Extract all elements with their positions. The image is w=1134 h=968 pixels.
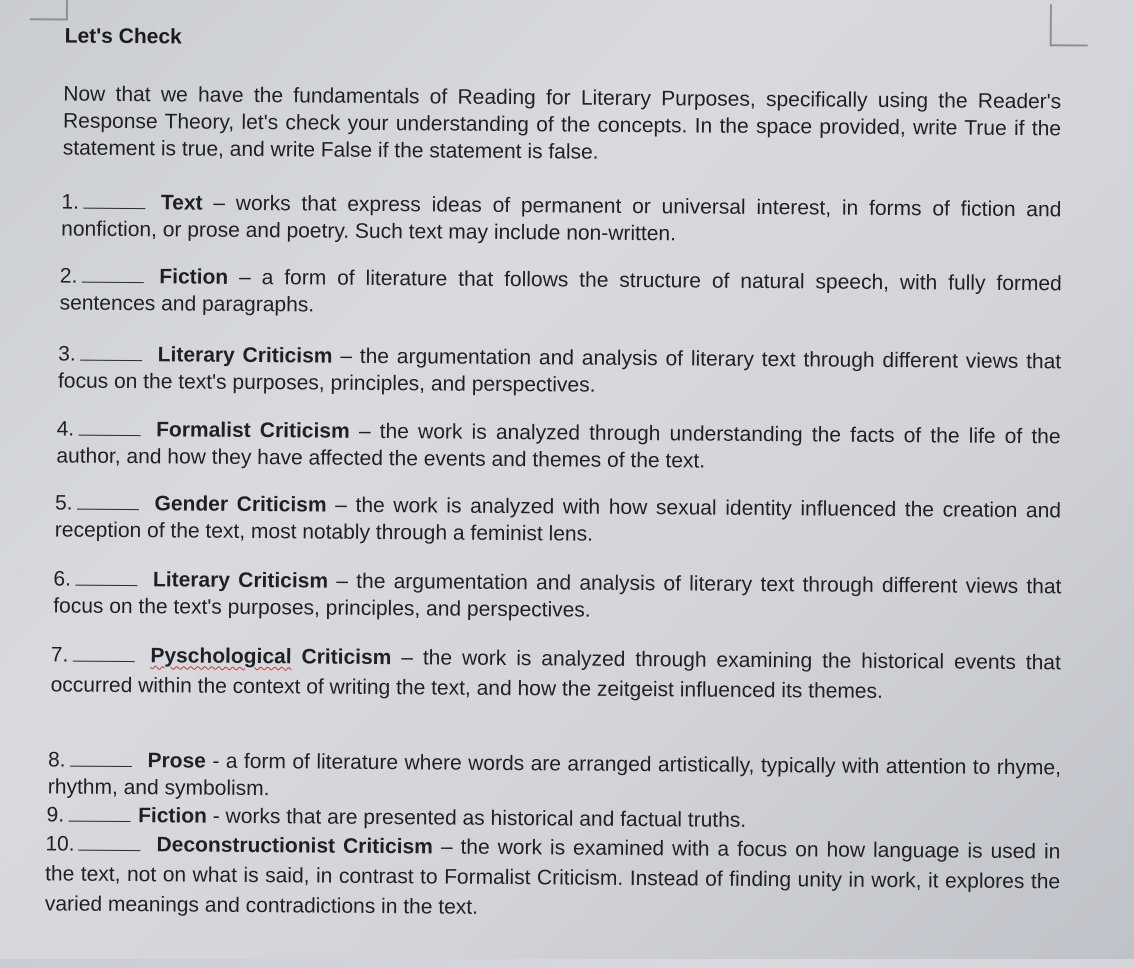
question-number: 7.: [50, 643, 69, 667]
question-term: Fiction: [159, 265, 229, 289]
question-number: 4.: [56, 417, 75, 441]
answer-blank[interactable]: [80, 344, 142, 361]
question-number: 8.: [47, 748, 66, 772]
question-term: Formalist Criticism: [156, 418, 350, 443]
answer-blank[interactable]: [75, 569, 137, 586]
answer-blank[interactable]: [77, 493, 139, 510]
question-term: Pyschological: [150, 644, 292, 669]
question-term: Text: [160, 191, 203, 215]
question-definition: – a form of literature that follows the structure of natural speech, with fully formed sentences and paragraphs.: [59, 265, 1062, 317]
question-definition: - a form of literature where words are arranged artistically, typically with attention to rhyme, rhythm, and symbolism.: [47, 749, 1062, 801]
question-term: Literary Criticism: [152, 568, 329, 593]
question-7: [51, 640, 1061, 708]
question-definition: – the work is examined with a focus on how language is used in the text, not on what is said, in contrast to Formalist Criticism. Instead of finding unity in work, it explores the varied meanings and contradictions in the text.: [44, 835, 1061, 919]
question-number: 1.: [61, 190, 80, 214]
question-number: 3.: [58, 342, 76, 366]
question-6: [53, 565, 1061, 627]
question-term: Fiction: [138, 804, 208, 828]
answer-blank[interactable]: [79, 834, 141, 851]
question-4: [56, 415, 1060, 477]
question-definition: – the argumentation and analysis of literary text through different views that focus on the text's purposes, principles, and perspectives.: [53, 569, 1062, 622]
question-5: [55, 489, 1061, 551]
answer-blank[interactable]: [69, 750, 131, 767]
question-definition: – the argumentation and analysis of literary text through different views that focus on the text's purposes, principles, and perspectives.: [57, 344, 1062, 397]
question-3: [58, 340, 1061, 402]
question-definition: – the work is analyzed with how sexual identity influenced the creation and reception of the text, most notably through a feminist lens.: [54, 493, 1062, 546]
question-definition: - works that are presented as historical and factual truths.: [206, 804, 747, 832]
question-term-suffix: Criticism: [291, 645, 392, 670]
question-number: 10.: [45, 832, 75, 856]
question-number: 5.: [54, 491, 73, 515]
question-definition: – the work is analyzed through examining the historical events that occurred within the context of writing the text, and how the zeitgeist influenced its themes.: [50, 646, 1061, 703]
question-term: Prose: [147, 749, 207, 773]
question-definition: – works that express ideas of permanent or universal interest, in forms of fiction and nonfiction, or prose and poetry. Such text may include non-written.: [61, 191, 1062, 246]
question-term: Deconstructionist Criticism: [156, 833, 434, 859]
answer-blank[interactable]: [72, 645, 134, 662]
question-1: [61, 188, 1061, 250]
question-2: [60, 262, 1062, 324]
answer-blank[interactable]: [78, 419, 140, 436]
instructions-paragraph: Now that we have the fundamentals of Reading for Literary Purposes, specifically using the Reader's Response Theory, let's check your understanding of the concepts. In the space provided, write True if the statement is true, and write False if the statement is false.: [62, 82, 1062, 164]
answer-blank[interactable]: [83, 192, 145, 209]
question-definition: – the work is analyzed through understanding the facts of the life of the author, and how they have affected the events and themes of the text.: [56, 419, 1061, 473]
section-heading: Let's Check: [64, 24, 182, 49]
question-number: 2.: [59, 264, 78, 288]
question-10: [45, 829, 1061, 927]
question-term: Gender Criticism: [154, 492, 327, 517]
question-term: Literary Criticism: [157, 343, 333, 368]
question-8: [48, 746, 1061, 808]
question-number: 6.: [53, 567, 72, 591]
answer-blank[interactable]: [68, 805, 130, 822]
question-number: 9.: [46, 803, 65, 827]
answer-blank[interactable]: [81, 266, 143, 283]
